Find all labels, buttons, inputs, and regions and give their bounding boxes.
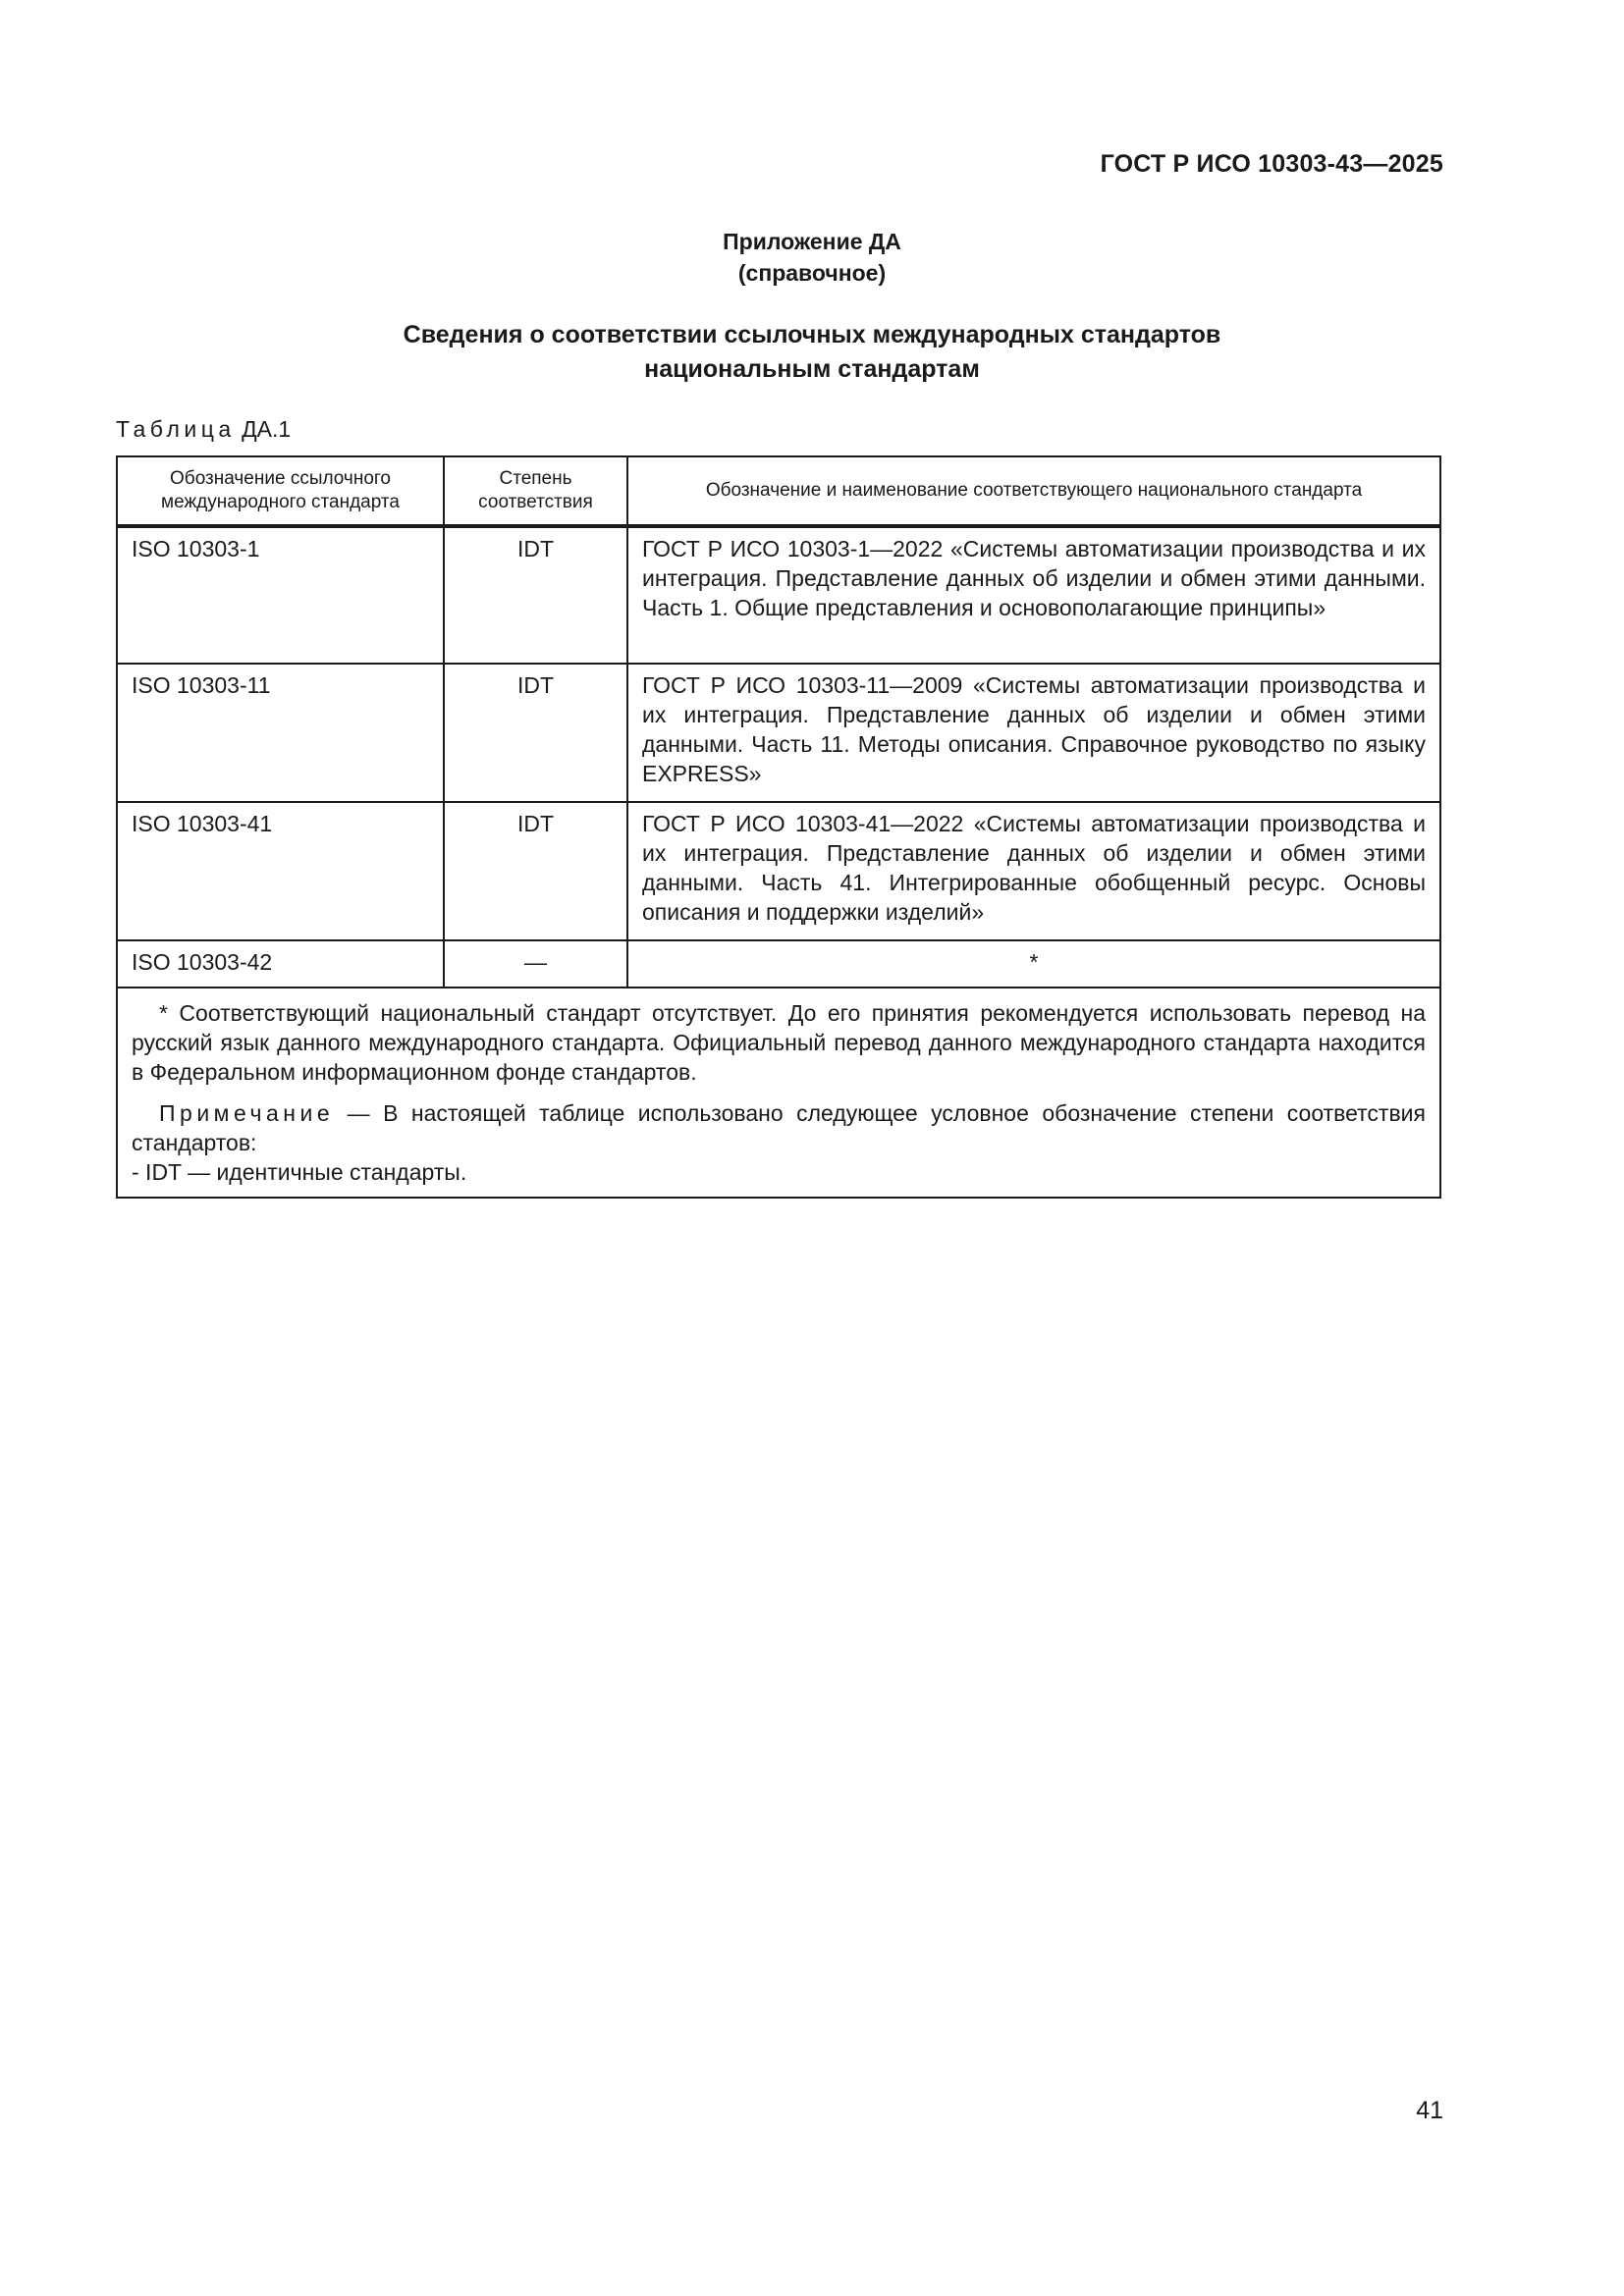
annex-label: Приложение ДА bbox=[723, 229, 901, 254]
cell-intl-standard: ISO 10303-41 bbox=[117, 802, 444, 940]
page-number: 41 bbox=[1416, 2097, 1443, 2124]
document-designation: ГОСТ Р ИСО 10303-43—2025 bbox=[1100, 150, 1443, 178]
correspondence-table bbox=[116, 455, 1441, 1199]
note-list-item: - IDT — идентичные стандарты. bbox=[132, 1159, 467, 1185]
cell-national-standard: * bbox=[627, 940, 1440, 988]
note-label: Примечание bbox=[159, 1100, 335, 1126]
table-footnote: * Соответствующий национальный стандарт отсутствует. До его принятия рекомендуется использовать перевод на русский язык данного международного стандарта. Официальный перевод данного международного стандарта находится в Федеральном информационном фонде стандартов. bbox=[132, 1000, 1426, 1085]
cell-degree: IDT bbox=[444, 802, 627, 940]
cell-degree: IDT bbox=[444, 526, 627, 664]
header-national-standard: Обозначение и наименование соответствующего национального стандарта bbox=[627, 456, 1440, 526]
table-notes bbox=[117, 988, 1440, 1198]
table-header-row bbox=[117, 456, 1440, 526]
table-caption bbox=[116, 416, 291, 443]
cell-intl-standard: ISO 10303-11 bbox=[117, 664, 444, 802]
table-caption-number: ДА.1 bbox=[242, 416, 292, 442]
annex-kind: (справочное) bbox=[737, 260, 887, 286]
header-intl-standard: Обозначение ссылочного международного стандарта bbox=[117, 456, 444, 526]
table-caption-word: Таблица bbox=[116, 416, 236, 442]
header-degree: Степень соответствия bbox=[444, 456, 627, 526]
cell-national-standard: ГОСТ Р ИСО 10303-1—2022 «Системы автоматизации производства и их интеграция. Представление данных об изделии и обмен этими данными. Часть 1. Общие представления и основополагающие принципы» bbox=[627, 526, 1440, 664]
annex-title-line-1: Сведения о соответствии ссылочных международных стандартов bbox=[403, 321, 1221, 348]
table-notes-row bbox=[117, 988, 1440, 1198]
cell-national-standard: ГОСТ Р ИСО 10303-11—2009 «Системы автоматизации производства и их интеграция. Представление данных об изделии и обмен этими данными. Часть 11. Методы описания. Справочное руководство по языку EXPRESS» bbox=[627, 664, 1440, 802]
table-row bbox=[117, 526, 1440, 664]
cell-intl-standard: ISO 10303-1 bbox=[117, 526, 444, 664]
cell-degree: IDT bbox=[444, 664, 627, 802]
table-row bbox=[117, 940, 1440, 988]
annex-title bbox=[0, 318, 1624, 387]
annex-title-line-2: национальным стандартам bbox=[644, 355, 980, 383]
cell-degree: — bbox=[444, 940, 627, 988]
table-row bbox=[117, 664, 1440, 802]
cell-intl-standard: ISO 10303-42 bbox=[117, 940, 444, 988]
annex-heading bbox=[0, 226, 1624, 289]
table-note bbox=[132, 1098, 1426, 1157]
table-row bbox=[117, 802, 1440, 940]
cell-national-standard: ГОСТ Р ИСО 10303-41—2022 «Системы автоматизации производства и их интеграция. Представление данных об изделии и обмен этими данными. Часть 41. Интегрированные обобщенный ресурс. Основы описания и поддержки изделий» bbox=[627, 802, 1440, 940]
note-text: — В настоящей таблице использовано следующее условное обозначение степени соответствия стандартов: bbox=[132, 1100, 1426, 1155]
